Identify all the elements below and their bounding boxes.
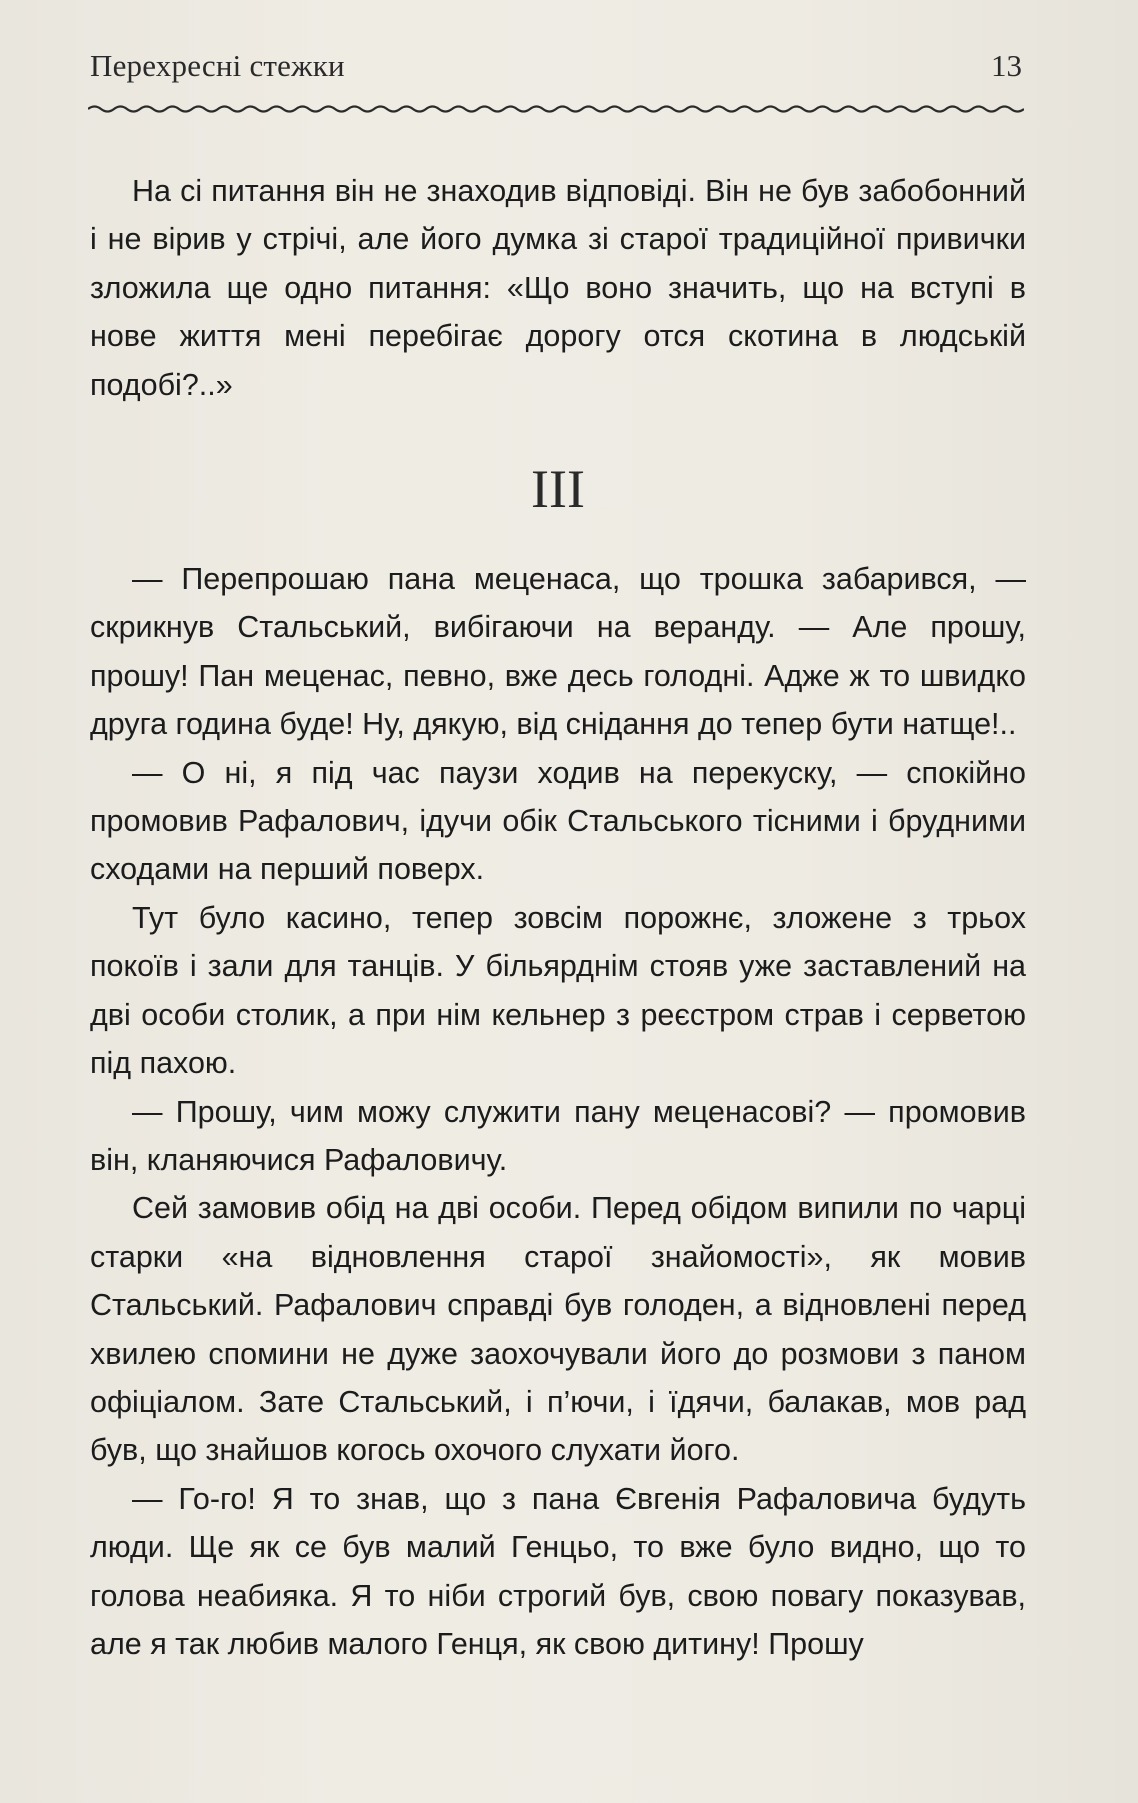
paragraph-6: Сей замовив обід на дві особи. Перед обідом випили по чарці старки «на відновлення старої знайомості», як мовив Стальський. Рафалович справді був голоден, а відновлені перед хвилею спомини не дуже заохочували його до розмови з паном офіціалом. Зате Стальський, і п’ючи, і їдячи, балакав, мов рад був, що знайшов когось охочого слухати його. xyxy=(90,1191,1026,1468)
paragraph-1: На сі питання він не знаходив відповіді. Він не був забобонний і не вірив у стрічі, але його думка зі старої традиційної привички зложила ще одно питання: «Що воно значить, що на вступі в нове життя мені перебігає дорогу отся скотина в людській подобі?..» xyxy=(90,174,1026,402)
page-header xyxy=(90,48,1022,98)
paragraph-3: — О ні, я під час паузи ходив на перекуску, — спокійно промовив Рафалович, ідучи обік Стальського тісними і брудними сходами на перший поверх. xyxy=(90,755,1026,887)
body-text xyxy=(90,167,1026,1668)
paragraph-7: — Го-го! Я то знав, що з пана Євгенія Рафаловича будуть люди. Ще як се був малий Генцьо, то вже було видно, що то голова неабияка. Я то ніби строгий був, свою повагу показував, але я так любив малого Генця, як свою дитину! Прошу xyxy=(90,1481,1026,1661)
paragraph-5: — Прошу, чим можу служити пану меценасові? — промовив він, кланяючися Рафаловичу. xyxy=(90,1094,1026,1177)
wavy-divider-ornament xyxy=(88,98,1024,120)
running-title: Перехресні стежки xyxy=(90,48,345,83)
page-number: 13 xyxy=(991,48,1022,83)
paragraph-2: — Перепрошаю пана меценаса, що трошка забарився, — скрикнув Стальський, вибігаючи на веранду. — Але прошу, прошу! Пан меценас, певно, вже десь голодні. Адже ж то швидко друга година буде! Ну, дякую, від снідання до тепер бути натще!.. xyxy=(90,562,1026,742)
chapter-heading: III xyxy=(531,459,585,520)
paragraph-4: Тут було касино, тепер зовсім порожнє, зложене з трьох покоїв і зали для танців. У більярднім стояв уже заставлений на дві особи столик, а при нім кельнер з реєстром страв і серветою під пахою. xyxy=(90,900,1026,1081)
